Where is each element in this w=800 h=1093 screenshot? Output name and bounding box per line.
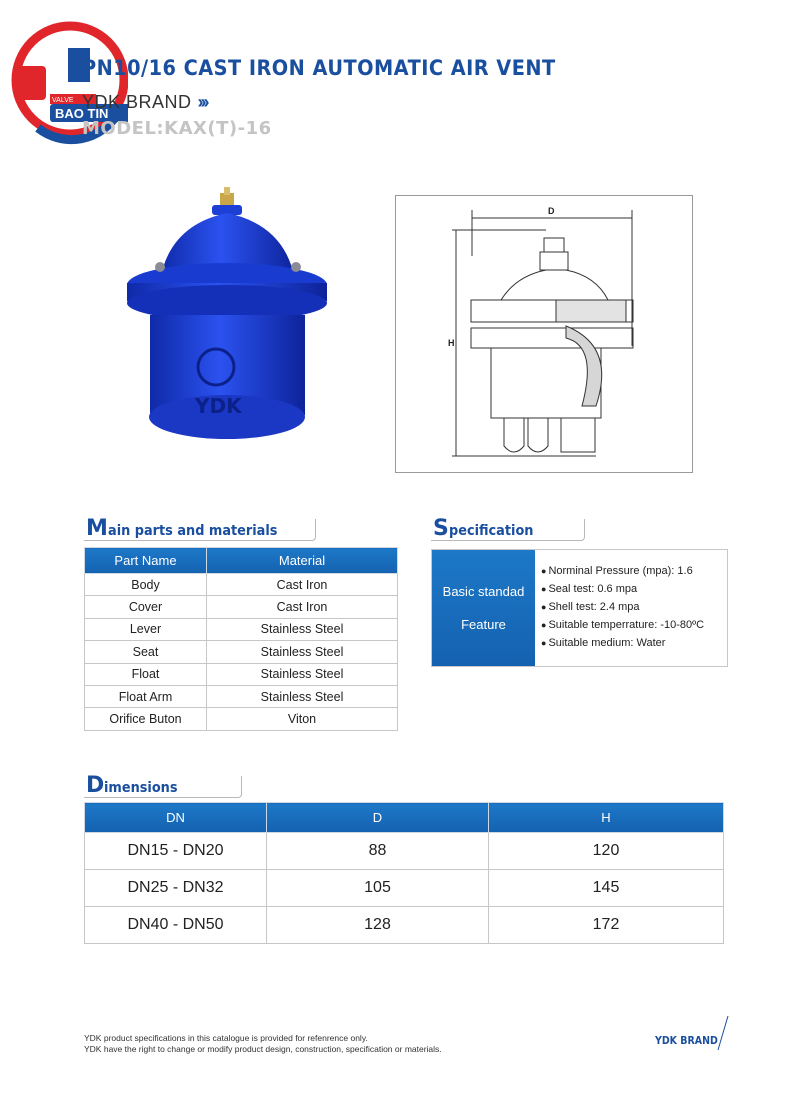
bullet-icon: ●: [541, 584, 547, 594]
table-row: [85, 833, 724, 870]
part-name: Float: [85, 663, 207, 685]
dimensions-table: [84, 802, 724, 944]
spec-label-basic-standard: Basic standad: [442, 584, 525, 599]
footer-line-2: YDK have the right to change or modify product design, construction, specification or materials.: [84, 1044, 442, 1054]
table-row: [85, 596, 398, 618]
valve-photo: [120, 185, 350, 475]
dim-h: 145: [489, 870, 724, 907]
footer-disclaimer: [84, 1033, 442, 1055]
bullet-icon: ●: [541, 638, 547, 648]
spec-item-text: Suitable temperrature: -10-80ºC: [548, 619, 705, 631]
part-material: Cast Iron: [207, 574, 398, 596]
parts-heading-rest: ain parts and materials: [107, 523, 278, 539]
bullet-icon: ●: [541, 566, 547, 576]
table-row: [85, 574, 398, 596]
brand-name: YDK BRAND: [82, 92, 192, 112]
part-material: Stainless Steel: [207, 641, 398, 663]
dim-dn: DN25 - DN32: [85, 870, 267, 907]
part-material: Stainless Steel: [207, 685, 398, 707]
spec-label-feature: Feature: [461, 617, 506, 632]
dims-col-dn: DN: [85, 803, 267, 833]
footer-brand: YDK BRAND: [655, 1035, 718, 1047]
spec-labels: [432, 550, 535, 666]
table-row: [85, 708, 398, 730]
dim-d: 128: [267, 907, 489, 944]
part-name: Lever: [85, 618, 207, 640]
table-row: [85, 685, 398, 707]
spec-item-text: Norminal Pressure (mpa): 1.6: [548, 565, 693, 577]
part-name: Body: [85, 574, 207, 596]
spec-heading-rest: pecification: [448, 523, 534, 539]
part-material: Cast Iron: [207, 596, 398, 618]
table-row: [85, 641, 398, 663]
spec-list: [535, 550, 727, 666]
parts-table-header: [85, 548, 398, 574]
parts-heading: [86, 516, 292, 540]
slash-mark-icon: [716, 1016, 730, 1052]
dim-dn: DN40 - DN50: [85, 907, 267, 944]
spec-heading: [433, 516, 541, 540]
dims-table-header: [85, 803, 724, 833]
bullet-icon: ●: [541, 602, 547, 612]
part-name: Float Arm: [85, 685, 207, 707]
parts-table: [84, 547, 398, 731]
dims-col-d: D: [267, 803, 489, 833]
dims-col-h: H: [489, 803, 724, 833]
logo-small-text: VALVE: [52, 97, 74, 104]
dim-h: 172: [489, 907, 724, 944]
dim-d: 88: [267, 833, 489, 870]
page-title: PN10/16 CAST IRON AUTOMATIC AIR VENT: [82, 56, 556, 80]
list-item: [541, 565, 727, 583]
dims-heading-rest: imensions: [104, 780, 178, 796]
parts-col-part-name: Part Name: [85, 548, 207, 574]
part-material: Stainless Steel: [207, 618, 398, 640]
part-material: Viton: [207, 708, 398, 730]
drawing-label-d: D: [548, 206, 555, 216]
dims-heading-cap: D: [86, 773, 105, 798]
table-row: [85, 618, 398, 640]
spec-item-text: Shell test: 2.4 mpa: [548, 601, 640, 613]
dim-dn: DN15 - DN20: [85, 833, 267, 870]
technical-drawing: [395, 195, 693, 473]
spec-heading-cap: S: [433, 516, 449, 541]
spec-box: [431, 549, 728, 667]
part-name: Seat: [85, 641, 207, 663]
drawing-label-h: H: [448, 338, 455, 348]
model-number: MODEL:KAX(T)-16: [82, 118, 272, 139]
parts-col-material: Material: [207, 548, 398, 574]
dim-h: 120: [489, 833, 724, 870]
footer-line-1: YDK product specifications in this catalogue is provided for refenrence only.: [84, 1033, 368, 1043]
parts-heading-cap: M: [86, 516, 108, 541]
list-item: [541, 619, 727, 637]
list-item: [541, 637, 727, 655]
table-row: [85, 907, 724, 944]
bullet-icon: ●: [541, 620, 547, 630]
brand-line: [82, 92, 207, 113]
list-item: [541, 601, 727, 619]
table-row: [85, 663, 398, 685]
logo-main-text: BAO TIN: [55, 106, 109, 121]
part-name: Cover: [85, 596, 207, 618]
spec-item-text: Seal test: 0.6 mpa: [548, 583, 638, 595]
list-item: [541, 583, 727, 601]
spec-item-text: Suitable medium: Water: [548, 637, 666, 649]
chevron-right-icon: ›››: [197, 92, 207, 112]
table-row: [85, 870, 724, 907]
dim-d: 105: [267, 870, 489, 907]
part-material: Stainless Steel: [207, 663, 398, 685]
svg-text:YDK: YDK: [195, 394, 242, 418]
part-name: Orifice Buton: [85, 708, 207, 730]
dims-heading: [86, 773, 184, 797]
